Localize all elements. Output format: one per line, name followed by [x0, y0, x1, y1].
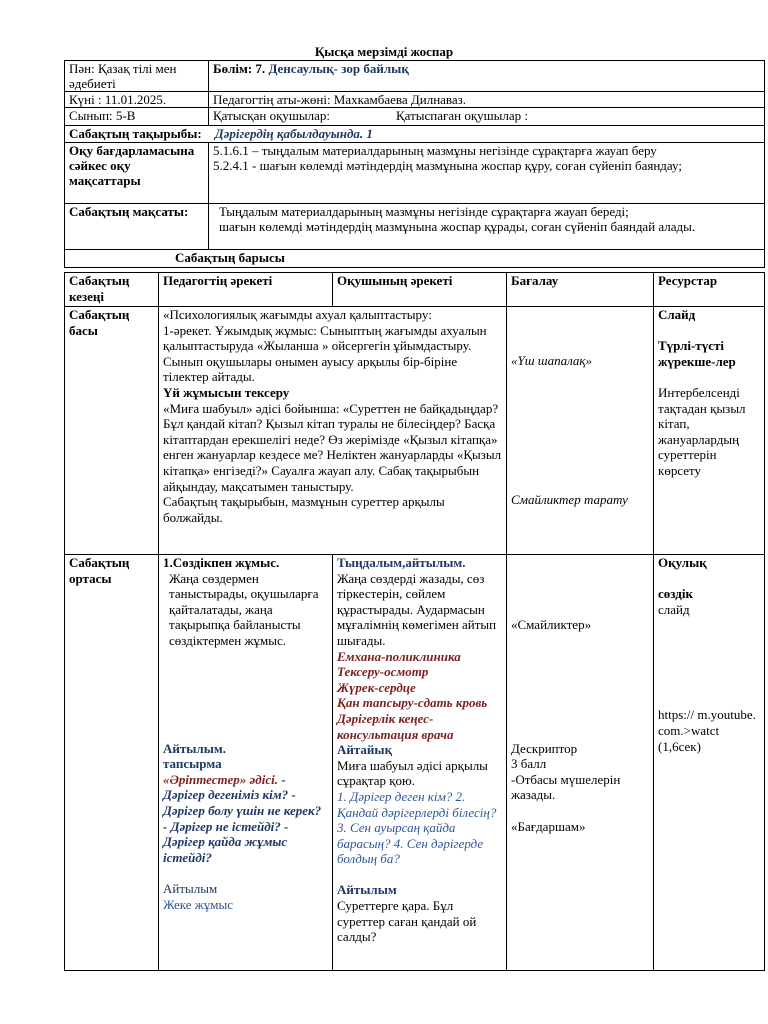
class-cell: Сынып: 5-В — [65, 108, 209, 126]
resource-slide-text: слайд — [658, 601, 690, 617]
topic-label: Сабақтың тақырыбы: — [69, 126, 202, 141]
objective-item: 5.1.6.1 – тыңдалым материалдарының мазмұны негізінде сұрақтарға жауап беру — [213, 143, 657, 158]
attendance-cell — [209, 108, 765, 126]
col-stage: Сабақтың кезеңі — [65, 273, 159, 307]
start-teacher-activity — [159, 307, 507, 555]
student-heading: Тыңдалым,айтылым. — [337, 555, 466, 570]
goal-item: Тыңдалым материалдарының мазмұны негізінде сұрақтарға жауап береді; — [219, 204, 629, 219]
col-student: Оқушының әрекеті — [333, 273, 507, 307]
goals-label: Сабақтың мақсаты: — [65, 204, 209, 250]
vocab-text: Жаңа сөздермен таныстырады, оқушыларға қайталатады, жаңа тақырыпқа байланысты сөздіктермен жұмыс. — [169, 570, 319, 648]
vocab-pair: Қан тапсыру-сдать кровь — [337, 695, 488, 711]
page-title: Қысқа мерзімді жоспар — [314, 44, 454, 59]
start-paragraph: 1-әрекет. Ұжымдық жұмыс: Сыныптың жағымды ахуалын қалыптастыруда «Жыланша » ойсергегін ұйымдастыру. Сынып оқушылары онымен ауысу арқылы бір-біріне тілектер айтады. — [163, 322, 487, 385]
student-task: Суреттерге қара. Бұл суреттер саған қандай ой салды? — [337, 898, 477, 945]
objective-item: 5.2.4.1 - шағын көлемді мәтіндердің мазмұнына жоспар құру, соған сүйеніп баяндау; — [213, 158, 682, 173]
objectives-label: Оқу бағдарламасына сәйкес оқу мақсаттары — [65, 143, 209, 204]
middle-resources — [654, 555, 765, 971]
subject-cell: Пән: Қазақ тілі мен әдебиеті — [65, 61, 209, 92]
col-assessment: Бағалау — [507, 273, 654, 307]
topic-value: Дәрігердің қабылдауында. 1 — [214, 126, 373, 141]
start-paragraph: «Психологиялық жағымды ахуал қалыптастыру: — [163, 307, 432, 322]
section-value: Денсаулық- зор байлық — [268, 61, 409, 76]
method-text: - Дәрігер дегеніміз кім? - Дәрігер болу үшін не керек? - Дәрігер не істейді? - Дәрігер қайда жұмыс істейді? — [163, 771, 322, 865]
section-cell — [209, 61, 765, 92]
descriptor: Дескриптор — [511, 740, 578, 756]
header-table — [64, 60, 765, 268]
vocab-pair: Емхана-поликлиника — [337, 648, 461, 664]
vocab-pair: Жүрек-сердце — [337, 679, 416, 695]
vocab-pair: Дәрігерлік кеңес-консультация врача — [337, 710, 454, 742]
individual-work: Жеке жұмыс — [163, 896, 233, 912]
middle-student-activity — [333, 555, 507, 971]
start-paragraph: Сабақтың тақырыбын, мазмұнын суреттер арқылы болжайды. — [163, 494, 445, 525]
vocab-pair: Тексеру-осмотр — [337, 664, 429, 680]
teacher-name-cell: Педагогтің аты-жөні: Махкамбаева Дилнаваз. — [209, 92, 765, 108]
resource-text: Интербелсенді тақтадан қызыл кітап, жануарлардың суреттерін көрсету — [658, 384, 746, 478]
brainstorm-text: Миға шабуыл әдісі арқылы сұрақтар қою. — [337, 757, 488, 789]
progress-heading-cell — [65, 250, 765, 268]
date-cell: Күні : 11.01.2025. — [65, 92, 209, 108]
section-label: Бөлім: 7. — [213, 61, 266, 76]
points: 3 балл — [511, 756, 547, 772]
absent-label: Қатыспаған оқушылар : — [396, 108, 529, 123]
family-criteria: -Отбасы мүшелерін жазады. — [511, 771, 621, 803]
student-speak-heading: Айтылым — [337, 882, 397, 898]
student-text: Жаңа сөздерді жазады, сөз тіркестерін, сөйлем құрастырады. Аудармасын мұғалімнің көмегімен айтып шығады. — [337, 570, 497, 648]
stage-start: Сабақтың басы — [65, 307, 159, 555]
traffic-light: «Бағдаршам» — [511, 818, 586, 834]
progress-heading: Сабақтың барысы — [175, 250, 285, 265]
stage-middle: Сабақтың ортасы — [65, 555, 159, 971]
speak-label: Айтылым — [163, 880, 218, 896]
assessment-smileys: «Смайликтер» — [511, 617, 592, 632]
homework-heading: Үй жұмысын тексеру — [163, 384, 290, 400]
objectives-cell — [209, 143, 765, 204]
vocab-heading: 1.Сөздікпен жұмыс. — [163, 555, 280, 570]
start-assessment — [507, 307, 654, 555]
resource-slide: Слайд — [658, 307, 696, 322]
col-teacher: Педагогтің әрекеті — [159, 273, 333, 307]
resource-hearts: Түрлі-түсті жүрекше-лер — [658, 338, 736, 369]
aitaiyk-heading: Айтайық — [337, 742, 393, 758]
questions-list: 1. Дәрігер деген кім? 2. Қандай дәрігерлерді білесің? 3. Сен ауырсаң қайда барасың? 4. Сен дәрігерде болдың ба? — [337, 788, 497, 867]
speak-heading: Айтылым. — [163, 740, 226, 756]
present-label: Қатысқан оқушылар: — [213, 108, 331, 123]
start-resources — [654, 307, 765, 555]
assessment-item: Смайликтер тарату — [511, 491, 628, 507]
resource-book: Оқулық — [658, 555, 707, 570]
topic-cell — [65, 126, 765, 143]
middle-teacher-activity — [159, 555, 333, 971]
middle-assessment — [507, 555, 654, 971]
method-name: «Әріптестер» әдісі. — [163, 771, 278, 787]
resource-dictionary: сөздік — [658, 586, 693, 602]
goals-cell — [209, 204, 765, 250]
resource-link: https:// m.youtube. com.>watct (1,6сек) — [658, 707, 756, 754]
speak-task: тапсырма — [163, 756, 222, 772]
goal-item: шағын көлемді мәтіндердің мазмұнына жоспар құрады, соған сүйеніп баяндай алады. — [219, 219, 696, 234]
col-resources: Ресурстар — [654, 273, 765, 307]
assessment-item: «Үш шапалақ» — [511, 353, 593, 368]
lesson-table — [64, 272, 765, 971]
start-paragraph: «Миға шабуыл» әдісі бойынша: «Суреттен не байқадыңдар? Бұл қандай кітап? Қызыл кітап туралы не білесіңдер? Басқа кітаптардан ерекшелігі неде? Өз жерімізде «Қызыл кітапқа» енген жануарлар кездесе ме? Неліктен жануарларды «Қызыл кітапқа» енгізеді?» Сауалға жауап алу. Сабақ тақырыбын айқындау, мақсатымен таныстыру. — [163, 400, 502, 494]
